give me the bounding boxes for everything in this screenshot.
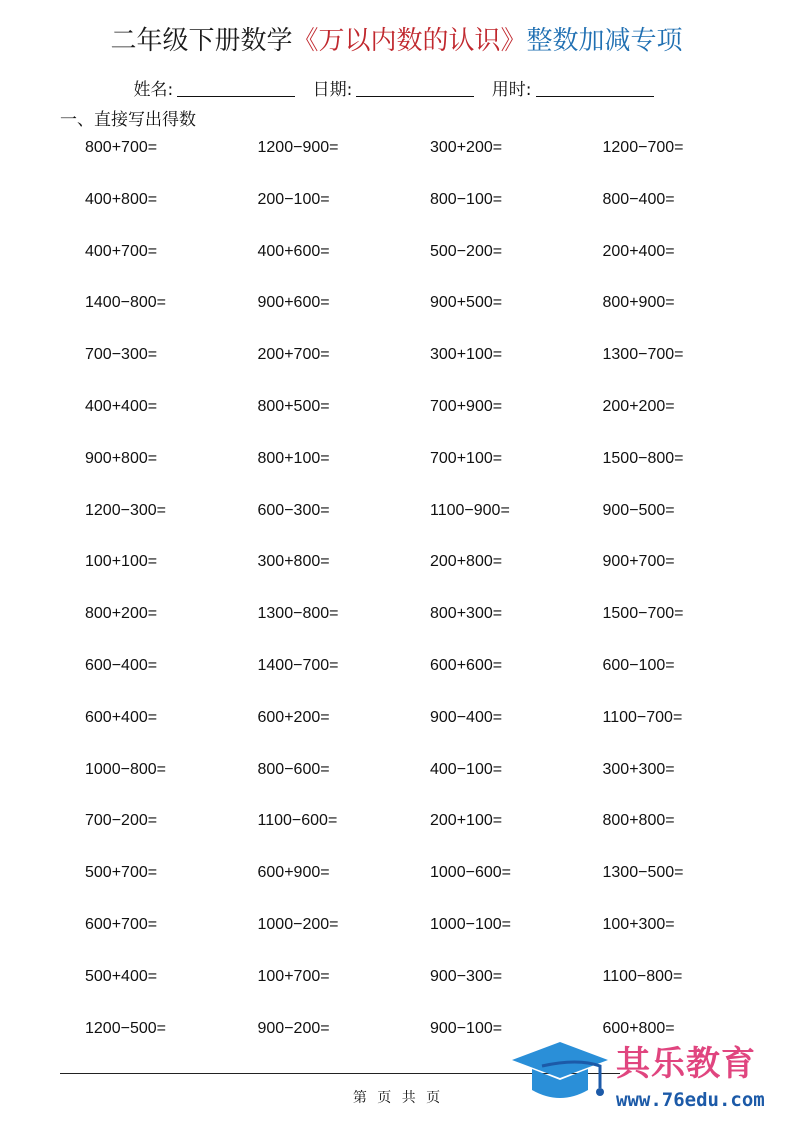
problem-item: 400+700= xyxy=(85,242,158,260)
problem-item: 900+800= xyxy=(85,449,158,467)
title-unit: 《万以内数的认识》 xyxy=(292,26,527,56)
problem-row xyxy=(85,912,775,964)
problem-item: 800+700= xyxy=(85,139,158,156)
problem-item: 500+400= xyxy=(85,967,158,985)
problem-item: 1400−700= xyxy=(257,656,339,674)
problem-item: 1300−500= xyxy=(602,864,684,882)
date-label: 日期: xyxy=(312,80,353,100)
problem-item: 600+600= xyxy=(430,656,503,674)
problem-item: 1000−800= xyxy=(85,760,166,778)
problem-item: 900−300= xyxy=(430,967,503,985)
problem-row xyxy=(85,549,775,601)
problem-item: 300+100= xyxy=(430,346,503,364)
problem-item: 800−600= xyxy=(257,760,330,778)
problem-item: 900+500= xyxy=(430,294,503,312)
problem-item: 200+400= xyxy=(602,242,675,260)
name-blank[interactable] xyxy=(177,80,295,97)
problem-row xyxy=(85,394,775,446)
problem-item: 1100−900= xyxy=(430,501,510,519)
problem-item: 1000−200= xyxy=(257,915,339,933)
section-heading: 一、直接写出得数 xyxy=(60,110,196,130)
problem-row xyxy=(85,239,775,291)
problem-item: 1300−800= xyxy=(257,605,339,623)
problem-item: 400+400= xyxy=(85,397,158,415)
problem-item: 200+800= xyxy=(430,553,503,571)
problem-item: 1200−500= xyxy=(85,1019,166,1037)
problem-row xyxy=(85,498,775,550)
problem-row xyxy=(85,653,775,705)
time-blank[interactable] xyxy=(536,80,654,97)
problem-item: 700+100= xyxy=(430,449,503,467)
problem-item: 600+400= xyxy=(85,708,158,726)
problem-item: 200+200= xyxy=(602,397,675,415)
problem-item: 900−200= xyxy=(257,1019,330,1037)
problem-row xyxy=(85,808,775,860)
problem-row xyxy=(85,187,775,239)
problem-item: 1000−100= xyxy=(430,915,511,933)
problem-item: 500−200= xyxy=(430,242,503,260)
problem-item: 100+300= xyxy=(602,915,675,933)
problem-item: 300+300= xyxy=(602,760,675,778)
problem-item: 800+300= xyxy=(430,605,503,623)
page-footer: 第 页 共 页 xyxy=(352,1090,441,1106)
problem-item: 800+500= xyxy=(257,397,330,415)
problem-item: 800+200= xyxy=(85,605,158,623)
brand-url: www.76edu.com xyxy=(616,1089,765,1111)
problem-item: 100+100= xyxy=(85,553,158,571)
page-title xyxy=(0,22,793,60)
problem-item: 1400−800= xyxy=(85,294,166,312)
problem-row xyxy=(85,860,775,912)
problem-item: 1200−700= xyxy=(602,139,684,156)
problem-item: 900+700= xyxy=(602,553,675,571)
problem-item: 900−100= xyxy=(430,1019,503,1037)
problem-item: 800−400= xyxy=(602,190,675,208)
title-topic: 整数加减专项 xyxy=(526,26,683,56)
problem-item: 400+600= xyxy=(257,242,330,260)
problem-item: 600+900= xyxy=(257,864,330,882)
date-blank[interactable] xyxy=(356,80,474,97)
problem-row xyxy=(85,135,775,187)
problem-item: 1100−600= xyxy=(257,812,338,830)
problem-row xyxy=(85,705,775,757)
problem-item: 600+800= xyxy=(602,1019,675,1037)
problem-row xyxy=(85,757,775,809)
graduation-cap-icon xyxy=(508,1036,618,1116)
problem-item: 1100−800= xyxy=(602,967,683,985)
problem-item: 1500−700= xyxy=(602,605,684,623)
problem-item: 900+600= xyxy=(257,294,330,312)
problem-item: 1300−700= xyxy=(602,346,684,364)
problem-item: 600−100= xyxy=(602,656,675,674)
problem-item: 600−400= xyxy=(85,656,158,674)
problem-item: 800+800= xyxy=(602,812,675,830)
problem-item: 800+100= xyxy=(257,449,330,467)
problem-item: 500+700= xyxy=(85,864,158,882)
problem-item: 700−200= xyxy=(85,812,158,830)
brand-logo xyxy=(508,1036,790,1116)
problem-item: 300+800= xyxy=(257,553,330,571)
problem-item: 1500−800= xyxy=(602,449,684,467)
problem-item: 900−400= xyxy=(430,708,503,726)
problem-grid xyxy=(85,135,775,1067)
name-label: 姓名: xyxy=(133,80,174,100)
problem-item: 600−300= xyxy=(257,501,330,519)
problem-item: 700−300= xyxy=(85,346,158,364)
problem-row xyxy=(85,446,775,498)
problem-item: 800−100= xyxy=(430,190,503,208)
problem-item: 400−100= xyxy=(430,760,503,778)
problem-item: 400+800= xyxy=(85,190,158,208)
problem-row xyxy=(85,290,775,342)
problem-item: 800+900= xyxy=(602,294,675,312)
problem-row xyxy=(85,964,775,1016)
problem-item: 1200−300= xyxy=(85,501,166,519)
brand-name: 其乐教育 xyxy=(616,1044,756,1084)
problem-item: 1200−900= xyxy=(257,139,339,156)
problem-item: 600+200= xyxy=(257,708,330,726)
problem-item: 200+700= xyxy=(257,346,330,364)
problem-item: 300+200= xyxy=(430,139,503,156)
problem-row xyxy=(85,601,775,653)
problem-item: 200−100= xyxy=(257,190,330,208)
problem-item: 700+900= xyxy=(430,397,503,415)
problem-item: 100+700= xyxy=(257,967,330,985)
problem-item: 200+100= xyxy=(430,812,503,830)
time-label: 用时: xyxy=(491,80,532,100)
problem-item: 1100−700= xyxy=(602,708,683,726)
title-grade: 二年级下册数学 xyxy=(110,26,293,56)
problem-item: 1000−600= xyxy=(430,864,511,882)
problem-item: 900−500= xyxy=(602,501,675,519)
problem-row xyxy=(85,342,775,394)
problem-item: 600+700= xyxy=(85,915,158,933)
student-info xyxy=(0,78,793,102)
